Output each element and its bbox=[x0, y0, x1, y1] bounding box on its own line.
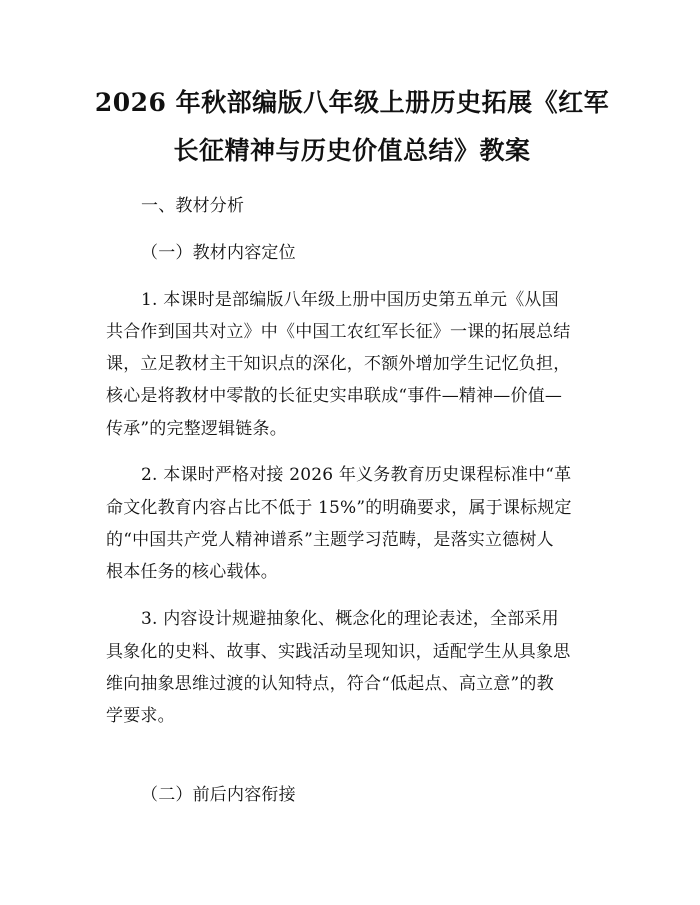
paragraph-2-line-2: 命文化教育内容占比不低于 15%”的明确要求，属于课标规定 bbox=[106, 498, 572, 518]
paragraph-3-line-3: 维向抽象思维过渡的认知特点，符合“低起点、高立意”的教 bbox=[106, 674, 554, 694]
paragraph-1-line-2: 共合作到国共对立》中《中国工农红军长征》一课的拓展总结 bbox=[106, 322, 571, 342]
subsection-heading-content-positioning: （一）教材内容定位 bbox=[141, 243, 296, 263]
paragraph-3-line-2: 具象化的史料、故事、实践活动呈现知识，适配学生从具象思 bbox=[106, 642, 571, 662]
paragraph-2-line-3: 的“中国共产党人精神谱系”主题学习范畴，是落实立德树人 bbox=[106, 530, 554, 550]
document-title-line-2: 长征精神与历史价值总结》教案 bbox=[173, 136, 531, 165]
paragraph-2-line-1: 2. 本课时严格对接 2026 年义务教育历史课程标准中“革 bbox=[141, 465, 572, 485]
paragraph-2-line-4: 根本任务的核心载体。 bbox=[106, 562, 278, 582]
paragraph-1-line-3: 课，立足教材主干知识点的深化，不额外增加学生记忆负担， bbox=[106, 354, 571, 374]
subsection-heading-content-connection: （二）前后内容衔接 bbox=[141, 785, 296, 805]
paragraph-1-line-5: 传承”的完整逻辑链条。 bbox=[106, 419, 287, 439]
paragraph-1-line-4: 核心是将教材中零散的长征史实串联成“事件—精神—价值— bbox=[106, 386, 563, 406]
document-title-line-1: 2026 年秋部编版八年级上册历史拓展《红军 bbox=[94, 88, 610, 117]
paragraph-3-line-1: 3. 内容设计规避抽象化、概念化的理论表述，全部采用 bbox=[141, 609, 559, 629]
paragraph-3-line-4: 学要求。 bbox=[106, 706, 175, 726]
paragraph-1-line-1: 1. 本课时是部编版八年级上册中国历史第五单元《从国 bbox=[141, 290, 559, 310]
section-heading-textbook-analysis: 一、教材分析 bbox=[141, 196, 245, 216]
